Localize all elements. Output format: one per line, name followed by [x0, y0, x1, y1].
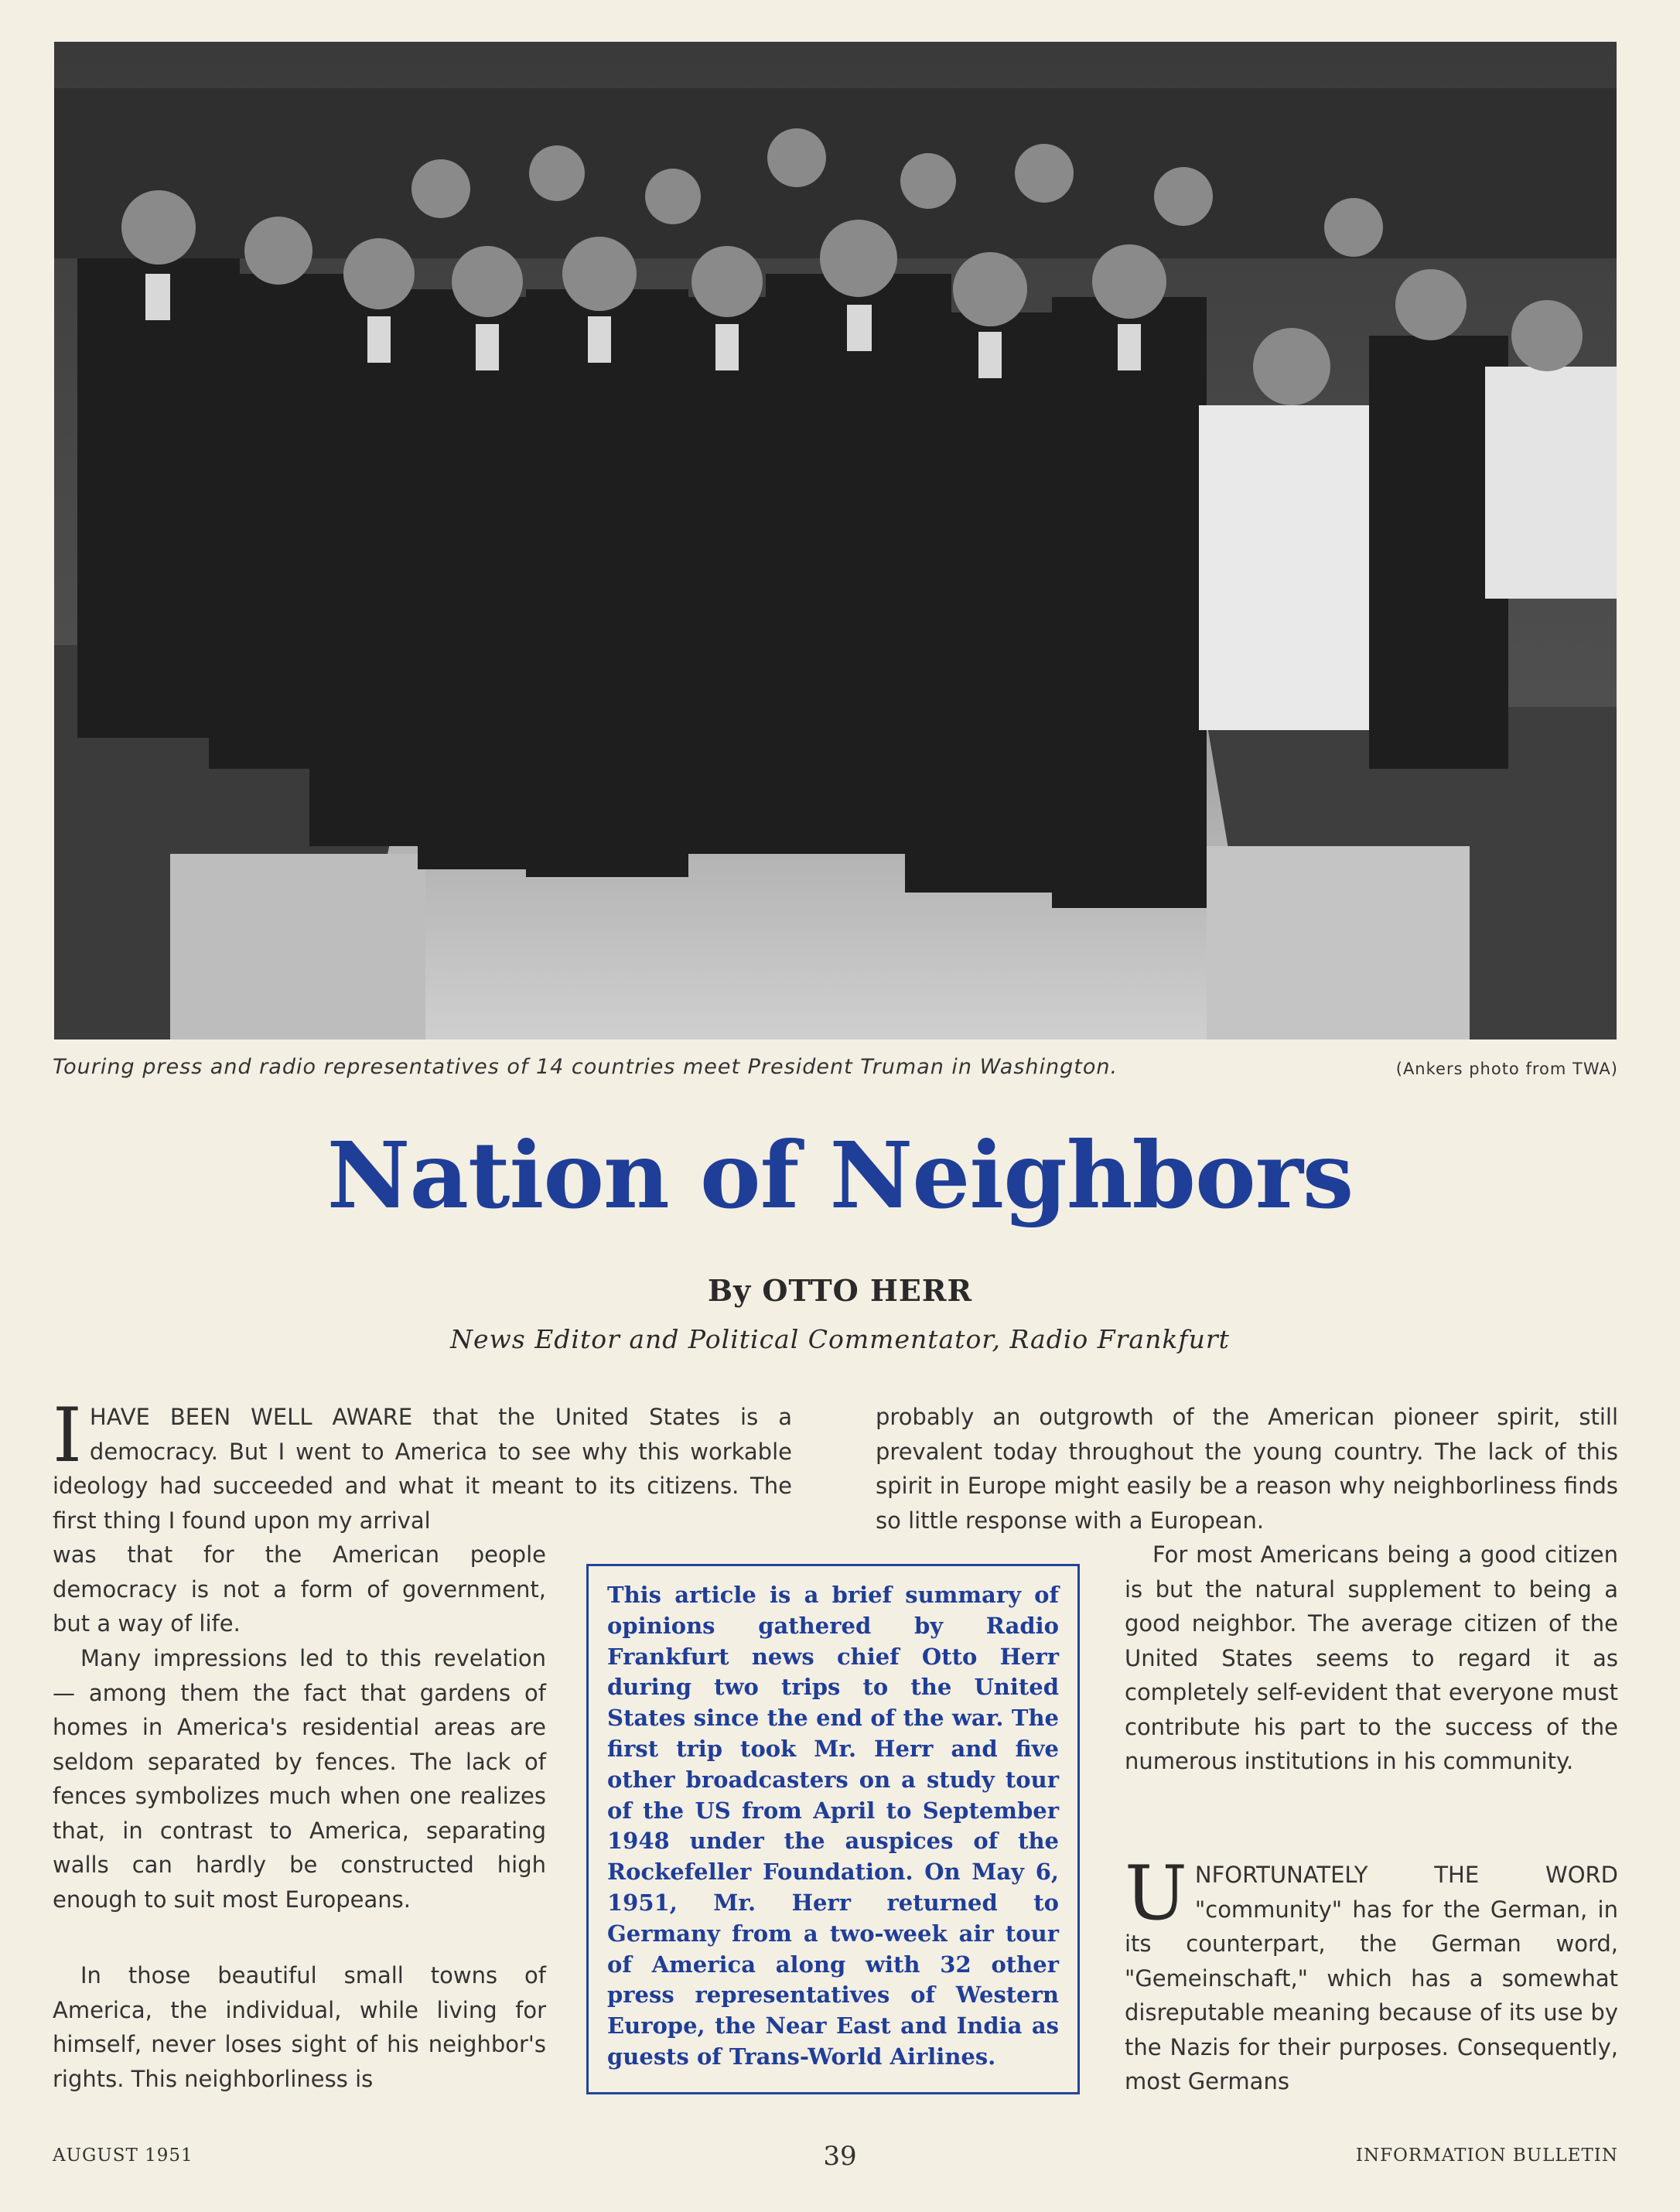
author-title: News Editor and Political Commentator, Radio Frankfurt	[450, 1324, 1230, 1354]
photo-credit: (Ankers photo from TWA)	[1395, 1060, 1618, 1078]
dropcap-u: U	[1125, 1850, 1187, 1937]
paragraph-intro	[53, 1392, 792, 1538]
paragraph-1-continued: was that for the American people democracy is not a form of government, but a way of life.	[53, 1541, 546, 1637]
footer-date: AUGUST 1951	[53, 2145, 193, 2166]
paragraph-intro-text: HAVE BEEN WELL AWARE that the United States is a democracy. But I went to America to see why this workable ideology had succeeded and what it meant to its citizens. The first thing I found upon my arrival	[53, 1404, 792, 1534]
editor-note-box	[586, 1564, 1080, 2094]
photo-illustration	[54, 42, 1617, 1039]
footer-publication: INFORMATION BULLETIN	[1355, 2145, 1618, 2166]
paragraph-2: Many impressions led to this revelation — among them the fact that gardens of homes in America's residential areas are seldom separated by fences. The lack of fences symbolizes much when one realizes that, in contrast to America, separating walls can hardly be constructed high enough to suit most Europeans.	[53, 1645, 546, 1913]
article-title: Nation of Neighbors	[326, 1121, 1354, 1229]
photo-caption	[53, 1055, 1618, 1086]
paragraph-6-text: NFORTUNATELY THE WORD "community" has for the German, in its counterpart, the German word, "Gemeinschaft," which has a somewhat disreputable meaning because of its use by the Nazis for their purposes. Consequently, most Germans	[1125, 1862, 1618, 2094]
group-photo	[54, 42, 1617, 1039]
paragraph-3: In those beautiful small towns of America, the individual, while living for himself, never loses sight of his neighbor's rights. This neighborliness is	[53, 1962, 546, 2092]
page-number: 39	[823, 2141, 857, 2172]
editor-note-text: This article is a brief summary of opinions gathered by Radio Frankfurt news chief Otto Herr during two trips to the United States since the end of the war. The first trip took Mr. Herr and five other broadcasters on a study tour of the US from April to September 1948 under the auspices of the Rockefeller Foundation. On May 6, 1951, Mr. Herr returned to Germany from a two-week air tour of America along with 32 other press representatives of Western Europe, the Near East and India as guests of Trans-World Airlines.	[607, 1582, 1059, 2070]
caption-text: Touring press and radio representatives of 14 countries meet President Truman in Washington.	[53, 1055, 1118, 1079]
paragraph-4: probably an outgrowth of the American pioneer spirit, still prevalent today throughout the young country. The lack of this spirit in Europe might easily be a reason why neighborliness finds so little response with a European.	[876, 1404, 1618, 1534]
article-byline: By OTTO HERR	[707, 1273, 973, 1308]
paragraph-5: For most Americans being a good citizen is but the natural supplement to being a good neighbor. The average citizen of the United States seems to regard it as completely self-evident that everyone must contribute his part to the success of the numerous institutions in his community.	[1125, 1541, 1618, 1774]
paragraph-6	[1125, 1850, 1618, 2099]
dropcap-i: I	[53, 1392, 82, 1479]
